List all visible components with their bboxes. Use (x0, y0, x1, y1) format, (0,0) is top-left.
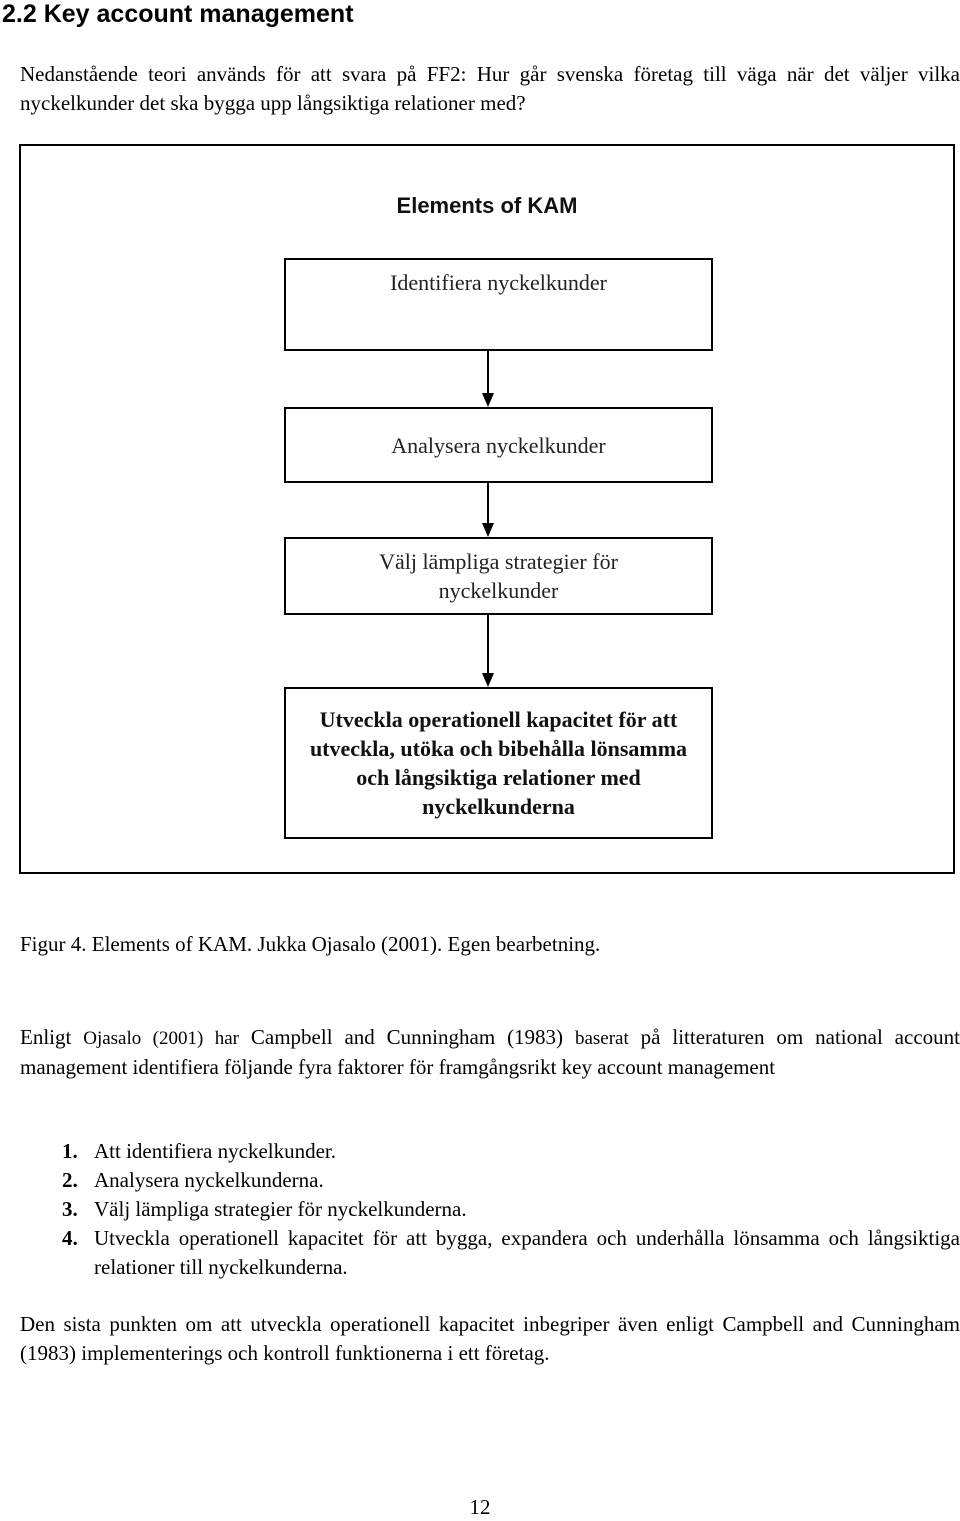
figure-caption: Figur 4. Elements of KAM. Jukka Ojasalo (2001). Egen bearbetning. (20, 932, 601, 956)
text-run: Enligt (20, 1025, 84, 1049)
page-number: 12 (469, 1495, 491, 1519)
list-number: 4. (62, 1226, 78, 1250)
diagram-title: Elements of KAM (396, 193, 578, 218)
list-text: Analysera nyckelkunderna. (94, 1168, 324, 1192)
text-run-small: baserat (574, 1028, 629, 1049)
list-item (20, 1166, 960, 1195)
list-number: 3. (62, 1197, 78, 1221)
step-box-analyze: Analysera nyckelkunder (284, 407, 713, 483)
list-number: 1. (62, 1139, 78, 1163)
arrow-connector (487, 351, 489, 395)
factor-list (20, 1137, 960, 1282)
closing-paragraph: Den sista punkten om att utveckla operationell kapacitet inbegriper även enligt Campbell and Cunningham (1983) implementerings och kontroll funktionerna i ett företag. (20, 1312, 960, 1365)
kam-diagram (19, 144, 955, 874)
body-paragraph (20, 1023, 960, 1082)
arrow-down-icon (482, 393, 494, 407)
arrow-connector (487, 615, 489, 675)
list-item (20, 1195, 960, 1224)
list-item (20, 1137, 960, 1166)
text-run: Campbell and Cunningham (1983) (239, 1025, 575, 1049)
list-text: Att identifiera nyckelkunder. (94, 1139, 337, 1163)
arrow-connector (487, 483, 489, 525)
arrow-down-icon (482, 673, 494, 687)
list-number: 2. (62, 1168, 78, 1192)
step-box-identify: Identifiera nyckelkunder (284, 258, 713, 351)
list-text: Välj lämpliga strategier för nyckelkunderna. (94, 1197, 467, 1221)
list-text: Utveckla operationell kapacitet för att bygga, expandera och underhålla lönsamma och långsiktiga relationer till nyckelkunderna. (94, 1226, 960, 1279)
step-box-strategies: Välj lämpliga strategier för nyckelkunder (284, 537, 713, 615)
intro-paragraph: Nedanstående teori används för att svara på FF2: Hur går svenska företag till väga när det väljer vilka nyckelkunder det ska bygga upp långsiktiga relationer med? (20, 62, 960, 115)
list-item (20, 1224, 960, 1282)
text-run: på litteraturen om national account management identifiera följande fyra faktorer för framgångsrikt key account management (20, 1025, 960, 1079)
text-run-citation: Ojasalo (2001) har (83, 1028, 239, 1049)
step-box-develop-capacity: Utveckla operationell kapacitet för att utveckla, utöka och bibehålla lönsamma och långsiktiga relationer med nyckelkunderna (284, 687, 713, 839)
section-heading: 2.2 Key account management (2, 0, 354, 28)
arrow-down-icon (482, 523, 494, 537)
